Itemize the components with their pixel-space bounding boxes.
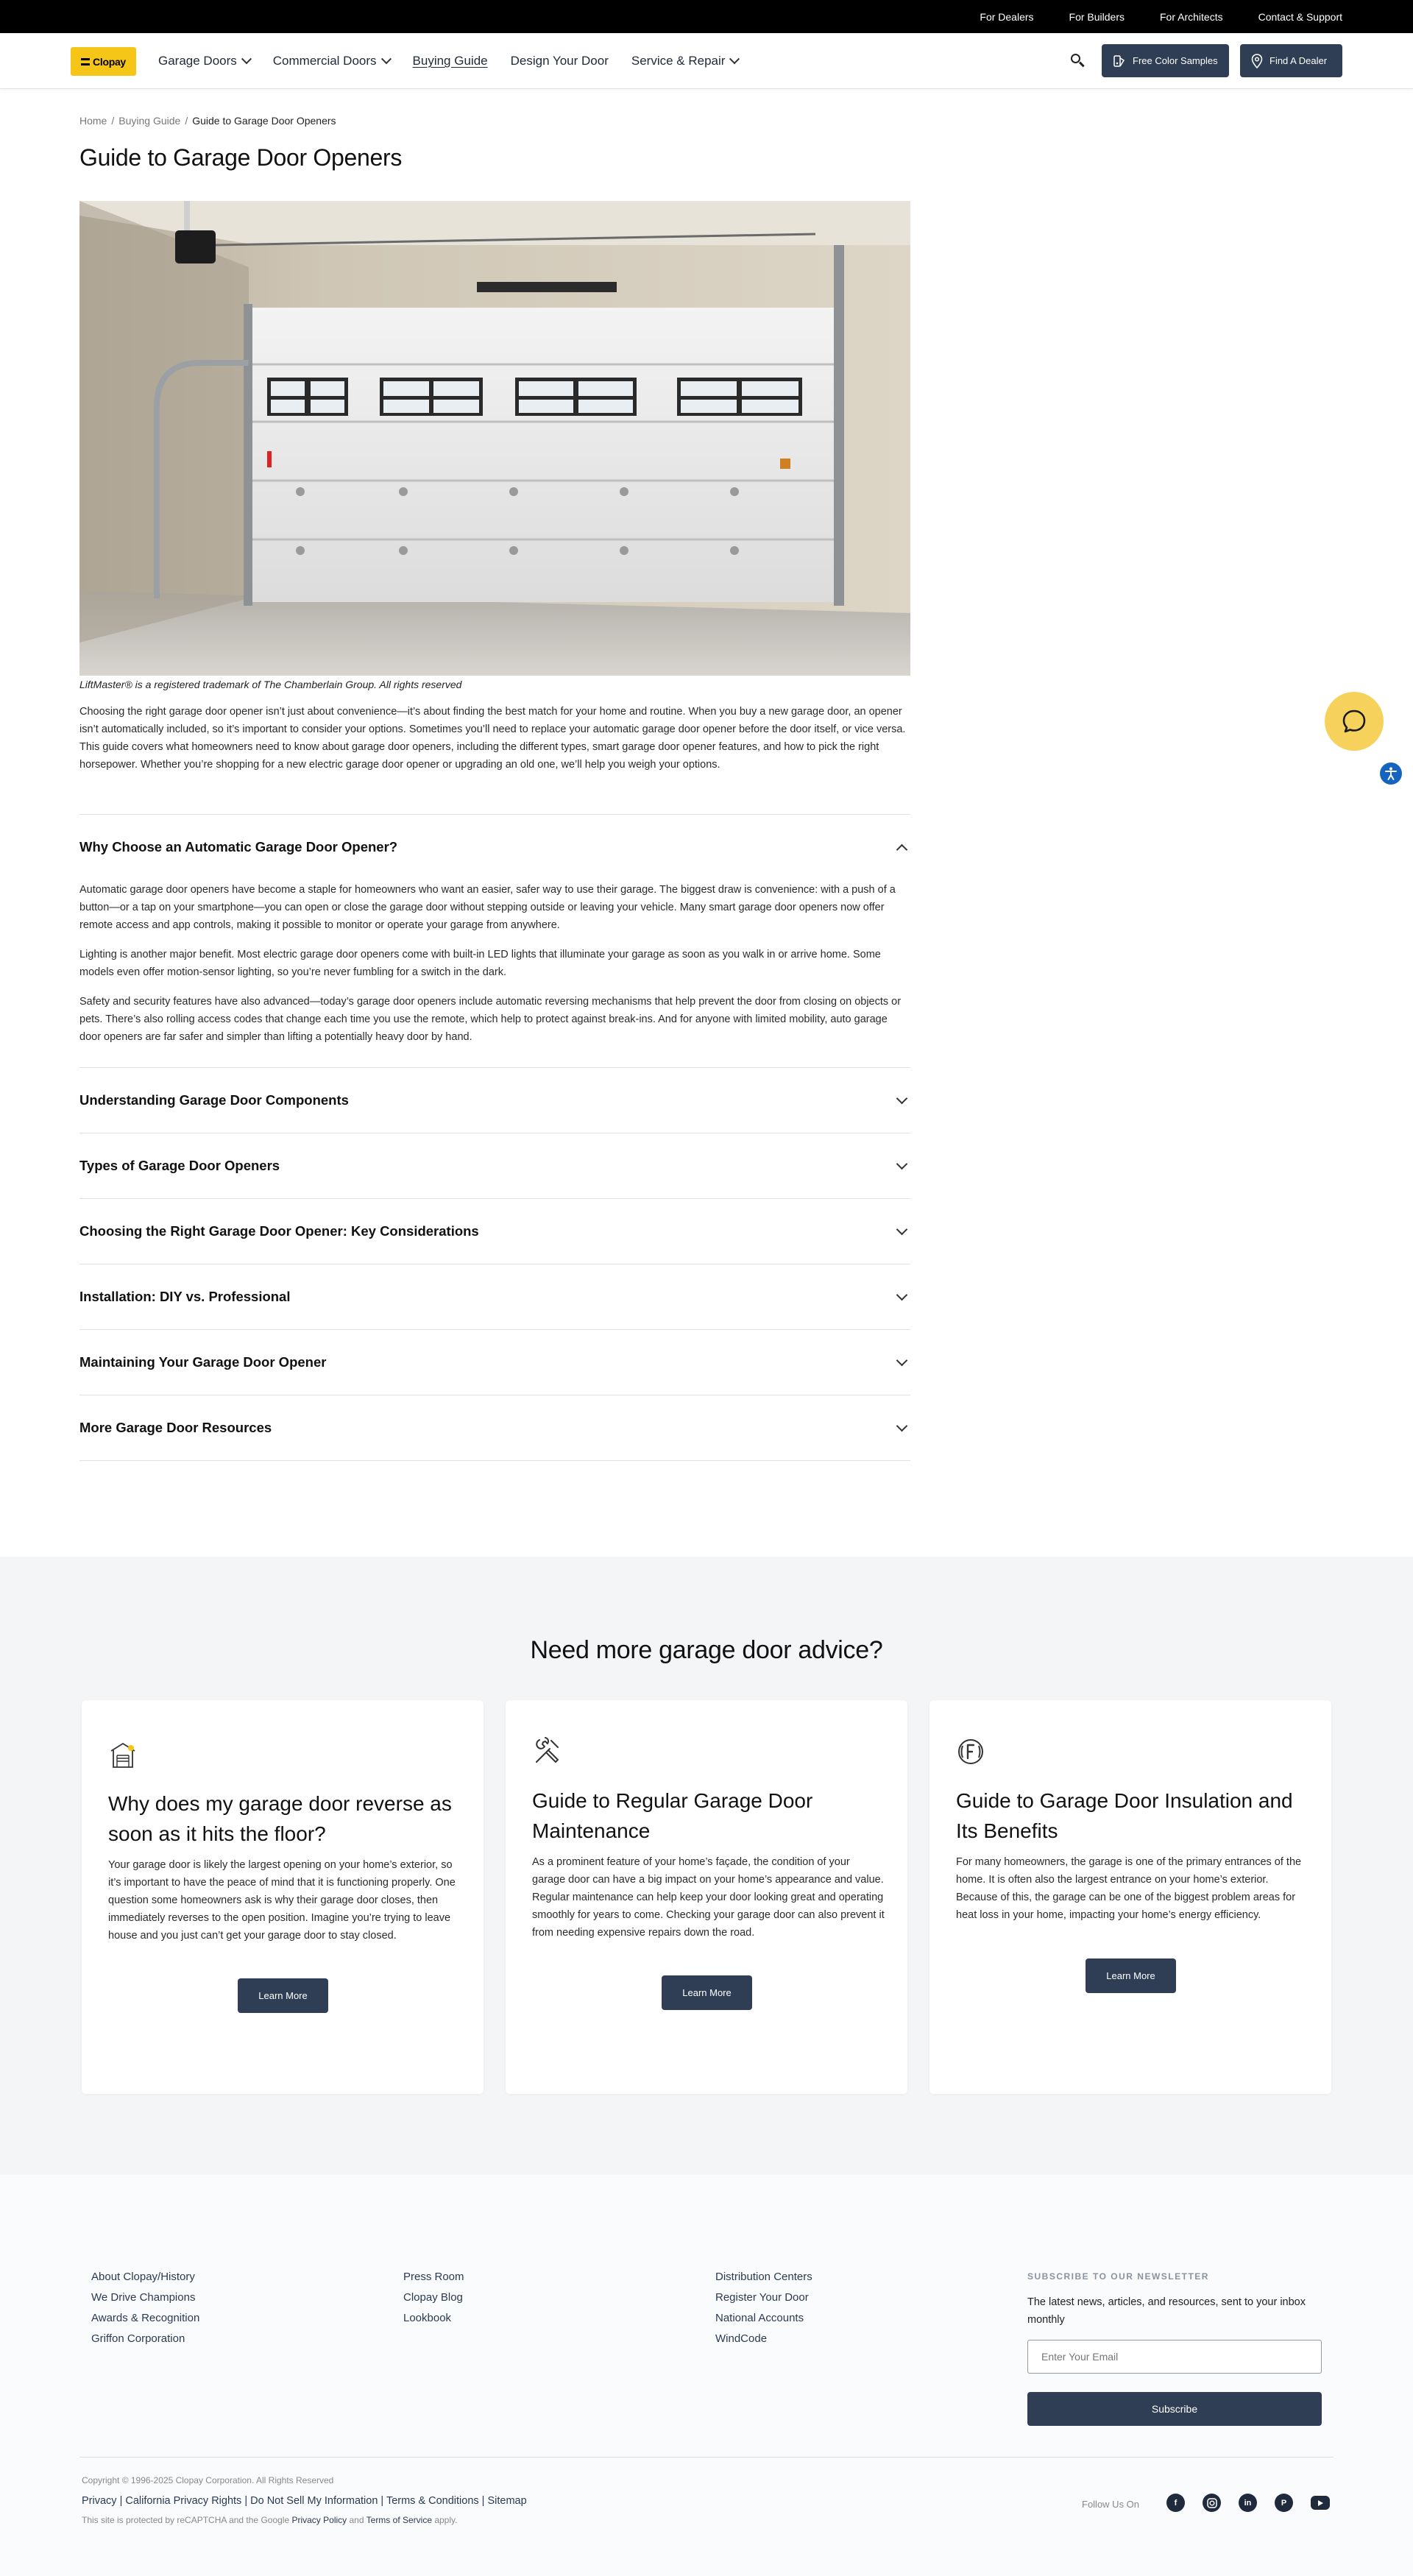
accordion-title: Choosing the Right Garage Door Opener: Key Considerations — [79, 1223, 479, 1239]
card-text: As a prominent feature of your home’s façade, the condition of your garage door can have a big impact on your home’s appearance and value. Regular maintenance can help keep your door looking great and operating smoothly for years to come. Checking your garage door can also prevent it from needing expensive repairs down the road. — [532, 1856, 885, 1939]
nav-commercial-doors[interactable] — [273, 54, 390, 68]
breadcrumb-current: Guide to Garage Door Openers — [192, 115, 336, 127]
page-title: Guide to Garage Door Openers — [79, 144, 403, 171]
find-a-dealer-button[interactable] — [1240, 44, 1342, 77]
advice-card — [929, 1700, 1331, 2094]
accordion-title: Why Choose an Automatic Garage Door Opener? — [79, 839, 398, 854]
recaptcha-notice — [82, 2515, 457, 2525]
nav-label: Design Your Door — [510, 54, 609, 68]
chevron-down-icon — [380, 54, 391, 64]
accordion-paragraph: Lighting is another major benefit. Most electric garage door openers come with built-in LED lights that illuminate your garage as soon as you walk in or arrive home. Some models even offer motion-sensor lighting, so you’re never fumbling for a switch in the dark. — [79, 949, 881, 978]
accordion-title: Installation: DIY vs. Professional — [79, 1289, 291, 1304]
pinterest-icon[interactable]: P — [1275, 2494, 1293, 2512]
card-text: Your garage door is likely the largest opening on your home’s exterior, so it’s important to have the peace of mind that it is functioning properly. One question some homeowners ask is why their garage door closes, then immediately reverses to the open position. Imagine you’re trying to leave house and you just can’t get your garage door to stay closed. — [108, 1859, 456, 1942]
facebook-icon[interactable]: f — [1166, 2494, 1185, 2512]
learn-more-button[interactable]: Learn More — [662, 1975, 752, 2010]
social-links — [1166, 2494, 1330, 2512]
hero-image — [79, 201, 910, 676]
intro-paragraph: Choosing the right garage door opener isn’t just about convenience—it’s about finding the best match for your home and routine. When you buy a new garage door, an opener isn’t automatically included, so it’s important to consider your options. Sometimes you’ll need to replace your automatic garage door opener before the door itself, or vice versa. This guide covers what homeowners need to know about garage door openers, including the different types, smart garage door opener features, and how to pick the right horsepower. Whether you’re shopping for a new electric garage door opener or upgrading an old one, we’ll help you weigh your options. — [79, 706, 906, 771]
accordion-header[interactable] — [79, 815, 910, 880]
contact-support-link[interactable]: Contact & Support — [1258, 10, 1342, 23]
newsletter-label: SUBSCRIBE TO OUR NEWSLETTER — [1027, 2271, 1209, 2282]
accordion-title: More Garage Door Resources — [79, 1420, 272, 1435]
logo-mark-icon — [81, 58, 90, 66]
footer-column-services — [715, 2271, 812, 2345]
recaptcha-text: and — [347, 2515, 366, 2525]
breadcrumb-separator: / — [185, 115, 188, 127]
footer — [0, 2175, 1413, 2576]
chat-button[interactable] — [1325, 692, 1384, 751]
newsletter-text: The latest news, articles, and resources, sent to your inbox monthly — [1027, 2296, 1306, 2326]
footer-link[interactable]: Register Your Door — [715, 2291, 809, 2304]
accordion-item-maintaining — [79, 1329, 910, 1395]
breadcrumb — [79, 115, 336, 127]
footer-link[interactable]: Griffon Corporation — [91, 2332, 185, 2345]
email-input[interactable] — [1027, 2340, 1322, 2374]
accordion-item-why-choose — [79, 814, 910, 1058]
chevron-down-icon — [729, 54, 740, 64]
nav-design-your-door[interactable] — [511, 54, 609, 68]
accordion-paragraph: Automatic garage door openers have become a staple for homeowners who want an easier, safer way to use their garage. The biggest draw is convenience: with a push of a button—or a tap on your smartphone—you can open or close the garage door without stepping outside or leaving your vehicle. Many smart garage door openers now offer remote access and app controls, making it possible to monitor or operate your garage from anywhere. — [79, 884, 896, 931]
footer-link[interactable]: Distribution Centers — [715, 2271, 812, 2283]
footer-link[interactable]: Press Room — [403, 2271, 464, 2283]
nav-label: Commercial Doors — [272, 54, 377, 68]
accordion-header[interactable] — [79, 1264, 910, 1329]
logo-text: Clopay — [93, 55, 126, 68]
instagram-icon[interactable] — [1203, 2494, 1221, 2512]
chevron-down-icon — [896, 1354, 908, 1366]
accordion-title: Maintaining Your Garage Door Opener — [79, 1354, 327, 1370]
advice-heading: Need more garage door advice? — [530, 1636, 883, 1664]
main-header — [0, 33, 1413, 89]
accordion-title: Types of Garage Door Openers — [79, 1158, 280, 1173]
accordion-paragraph: Safety and security features have also advanced—today’s garage door openers include automatic reversing mechanisms that help prevent the door from closing on objects or pets. There’s also rolling access codes that change each time you use the remote, which help to protect against break-ins. And for anyone with limited mobility, auto garage door openers are far safer and simpler than lifting a potentially heavy door by hand. — [79, 996, 902, 1043]
advice-section — [0, 1557, 1413, 2175]
footer-link[interactable]: About Clopay/History — [91, 2271, 195, 2283]
utility-bar — [0, 0, 1413, 33]
chevron-down-icon — [241, 54, 252, 64]
nav-label: Buying Guide — [412, 54, 488, 68]
accordion-item-resources — [79, 1395, 910, 1461]
legal-links[interactable]: Privacy | California Privacy Rights | Do Not Sell My Information | Terms & Conditions | Sitemap — [82, 2495, 527, 2507]
footer-link[interactable]: We Drive Champions — [91, 2291, 196, 2304]
accordion-item-choosing — [79, 1198, 910, 1264]
footer-column-media — [403, 2271, 464, 2324]
breadcrumb-buying-guide[interactable]: Buying Guide — [118, 115, 181, 127]
accordion-item-components — [79, 1067, 910, 1133]
footer-link[interactable]: Clopay Blog — [403, 2291, 463, 2304]
recaptcha-text: apply. — [432, 2515, 458, 2525]
breadcrumb-home[interactable]: Home — [79, 115, 107, 127]
nav-garage-doors[interactable] — [158, 54, 250, 68]
advice-card — [506, 1700, 907, 2094]
accessibility-button[interactable] — [1380, 762, 1402, 785]
accessibility-icon — [1384, 766, 1398, 781]
dealer-label: Find A Dealer — [1269, 55, 1328, 66]
chevron-down-icon — [896, 1092, 908, 1104]
accordion-title: Understanding Garage Door Components — [79, 1092, 349, 1108]
footer-link[interactable]: Awards & Recognition — [91, 2312, 200, 2324]
utility-links — [980, 0, 1342, 33]
recaptcha-text: This site is protected by reCAPTCHA and the Google — [82, 2515, 292, 2525]
chevron-down-icon — [896, 1420, 908, 1432]
card-title: Guide to Regular Garage Door Maintenance — [532, 1789, 813, 1842]
footer-link[interactable]: WindCode — [715, 2332, 768, 2345]
nav-buying-guide[interactable] — [413, 54, 488, 68]
breadcrumb-separator: / — [111, 115, 115, 127]
footer-column-about — [91, 2271, 199, 2345]
footer-divider — [79, 2457, 1334, 2458]
terms-of-service-link[interactable]: Terms of Service — [366, 2515, 432, 2525]
chat-bubble-icon — [1340, 707, 1368, 735]
garage-icon — [108, 1741, 138, 1770]
insulation-icon — [956, 1737, 985, 1766]
chevron-down-icon — [896, 1289, 908, 1301]
clopay-logo[interactable] — [71, 47, 136, 76]
follow-us-label: Follow Us On — [1082, 2499, 1140, 2510]
location-pin-icon — [1250, 54, 1264, 68]
accordion-item-installation — [79, 1264, 910, 1329]
main-nav — [158, 33, 738, 89]
accordion-header[interactable] — [79, 1199, 910, 1264]
footer-link[interactable]: Lookbook — [403, 2312, 452, 2324]
search-icon[interactable] — [1069, 52, 1088, 71]
privacy-policy-link[interactable]: Privacy Policy — [291, 2515, 347, 2525]
copyright: Copyright © 1996-2025 Clopay Corporation. All Rights Reserved — [82, 2475, 334, 2485]
accordion-body — [79, 880, 910, 1046]
image-caption: LiftMaster® is a registered trademark of The Chamberlain Group. All rights reserved — [79, 679, 462, 690]
chevron-down-icon — [896, 1223, 908, 1235]
learn-more-button[interactable]: Learn More — [238, 1978, 328, 2013]
card-text: For many homeowners, the garage is one of the primary entrances of the home. It is often also the largest entrance on your home’s exterior. Because of this, the garage can be one of the biggest problem areas for heat loss in your home, impacting your home’s energy efficiency. — [956, 1856, 1302, 1921]
accordion-header[interactable] — [79, 1068, 910, 1133]
advice-card — [82, 1700, 484, 2094]
subscribe-button[interactable]: Subscribe — [1027, 2392, 1322, 2426]
nav-service-repair[interactable] — [631, 54, 739, 68]
learn-more-button[interactable]: Learn More — [1086, 1958, 1176, 1993]
free-color-samples-button[interactable] — [1102, 44, 1229, 77]
chevron-up-icon — [896, 843, 908, 855]
linkedin-icon[interactable]: in — [1239, 2494, 1257, 2512]
swatch-icon — [1112, 54, 1127, 68]
accordion-item-types — [79, 1133, 910, 1198]
tools-icon — [532, 1737, 562, 1766]
nav-label: Garage Doors — [158, 54, 237, 68]
card-title: Why does my garage door reverse as soon as it hits the floor? — [108, 1792, 452, 1845]
accordion-header[interactable] — [79, 1330, 910, 1395]
youtube-icon[interactable] — [1311, 2496, 1330, 2510]
for-dealers-link[interactable]: For Dealers — [980, 10, 1034, 23]
accordion-header[interactable] — [79, 1395, 910, 1460]
card-title: Guide to Garage Door Insulation and Its Benefits — [956, 1789, 1293, 1842]
accordion-header[interactable] — [79, 1133, 910, 1198]
for-builders-link[interactable]: For Builders — [1069, 10, 1125, 23]
footer-link[interactable]: National Accounts — [715, 2312, 804, 2324]
chevron-down-icon — [896, 1158, 908, 1170]
for-architects-link[interactable]: For Architects — [1160, 10, 1223, 23]
samples-label: Free Color Samples — [1133, 55, 1218, 66]
nav-label: Service & Repair — [631, 54, 726, 68]
